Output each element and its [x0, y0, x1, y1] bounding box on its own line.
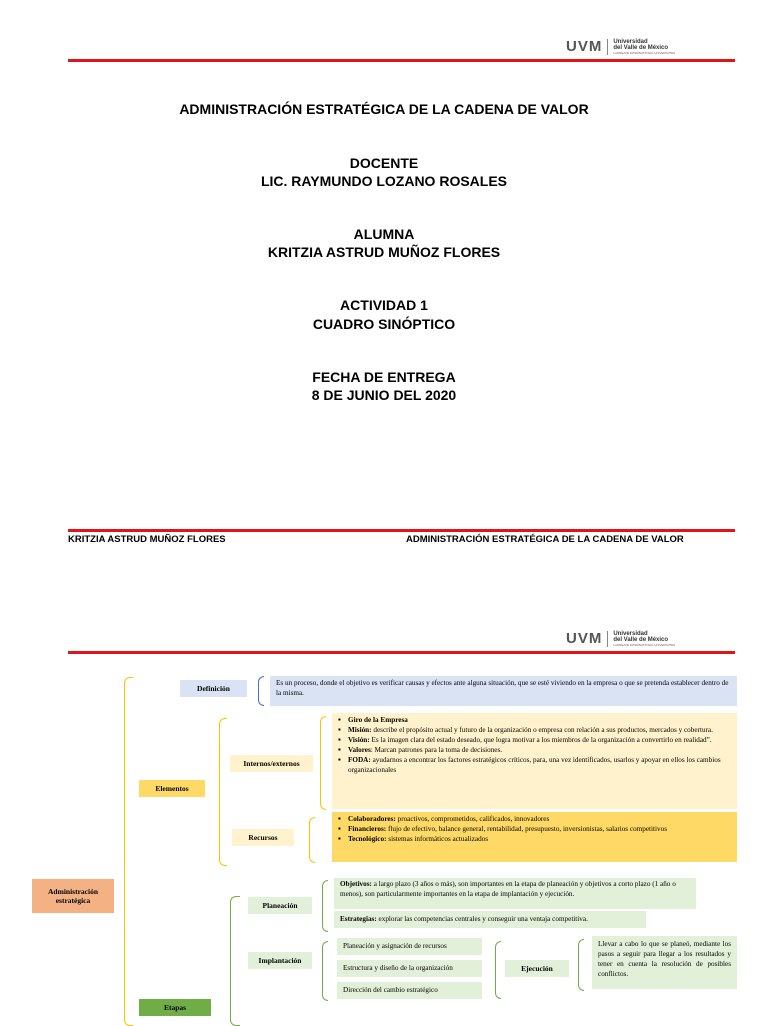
- recursos-item: [348, 834, 731, 844]
- activity-name: CUADRO SINÓPTICO: [312, 316, 456, 332]
- internos-item: [348, 735, 731, 745]
- internos-item-text: describe el propósito actual y futuro de la organización o empresa con relación a sus productos, mercados y cobertura.: [371, 726, 713, 734]
- recursos-list: [334, 814, 731, 844]
- implantacion-item-2: Estructura y diseño de la organización: [337, 960, 482, 977]
- recursos-label: Recursos: [232, 829, 294, 846]
- estrategias-text: explorar las competencias centrales y conseguir una ventaja competitiva.: [376, 915, 588, 923]
- internos-item-text: : Marcan patrones para la toma de decisiones.: [370, 746, 503, 754]
- teacher-name: LIC. RAYMUNDO LOZANO ROSALES: [260, 173, 508, 189]
- university-tagline: LAUREATE INTERNATIONAL UNIVERSITIES: [613, 642, 676, 647]
- recursos-brace: [309, 817, 315, 863]
- logo-divider: [607, 39, 608, 55]
- ejecucion-text: Llevar a cabo lo que se planeó, mediante los pasos a seguir para llegar a los resultados y tener en cuenta la resolución de posibles conflictos.: [592, 936, 737, 989]
- implantacion-item-1: Planeación y asignación de recursos: [337, 938, 482, 955]
- internos-item-term: Valores: [348, 746, 371, 754]
- recursos-item: [348, 814, 731, 824]
- header-red-rule: [68, 59, 735, 62]
- uvm-logo-wordmark: UVM: [566, 630, 603, 647]
- recursos-item-text: sistemas informáticos actualizados: [386, 835, 489, 843]
- internos-box: [332, 713, 737, 809]
- root-brace: [124, 677, 133, 1026]
- ejecucion-brace: [578, 939, 584, 991]
- footer-red-rule: [68, 529, 735, 532]
- implantacion-item-3: Dirección del cambio estratégico: [337, 982, 482, 999]
- university-line2: del Valle de México: [613, 636, 669, 643]
- recursos-item: [348, 824, 731, 834]
- internos-item: [348, 725, 731, 735]
- implantacion-brace: [322, 941, 328, 1001]
- implantacion-label: Implantación: [248, 952, 312, 969]
- internos-list: [334, 715, 731, 775]
- objetivos-text: a largo plazo (3 años o más), son importantes en la etapa de planeación y objetivos a corto plazo (1 año o menos), son particularmente importantes en la etapa de implantación y ejecución.: [340, 880, 676, 898]
- page2-red-rule: [68, 651, 735, 654]
- recursos-item-text: proactivos, comprometidos, calificados, innovadores: [395, 815, 550, 823]
- definicion-brace: [258, 676, 264, 706]
- university-line2: del Valle de México: [613, 44, 669, 51]
- ejecucion-label: Ejecución: [505, 960, 569, 977]
- internos-item-text: Es la imagen clara del estado deseado, que logra motivar a los miembros de la organización a convertirlo en realidad”.: [369, 736, 712, 744]
- course-title: ADMINISTRACIÓN ESTRATÉGICA DE LA CADENA DE VALOR: [179, 101, 589, 117]
- definicion-text: Es un proceso, donde el objetivo es verificar causas y efectos ante alguna situación, que se esté viviendo en la empresa o que se pretenda establecer dentro de la misma.: [270, 676, 737, 706]
- internos-label: Internos/externos: [230, 755, 313, 772]
- planeacion-label: Planeación: [248, 897, 312, 914]
- uvm-logo-page2: [566, 630, 675, 647]
- ejecucion-left-brace: [495, 941, 501, 999]
- etapas-brace: [230, 896, 240, 1026]
- activity-heading: ACTIVIDAD 1: [340, 297, 428, 313]
- recursos-item-term: Tecnológico:: [348, 835, 387, 843]
- university-line1: Universidad: [613, 630, 648, 637]
- etapas-label: Etapas: [139, 999, 211, 1016]
- internos-item-term: Visión:: [348, 736, 370, 744]
- internos-item-term: Giro de la Empresa: [348, 716, 408, 724]
- objetivos-box: [334, 878, 696, 909]
- elementos-brace: [219, 718, 227, 866]
- recursos-item-term: Colaboradores:: [348, 815, 396, 823]
- estrategias-term: Estrategias:: [340, 915, 377, 923]
- definicion-label: Definición: [180, 680, 247, 697]
- uvm-logo: [566, 38, 675, 55]
- teacher-heading: DOCENTE: [349, 155, 419, 171]
- university-name: [613, 39, 675, 55]
- elementos-label: Elementos: [139, 780, 205, 797]
- uvm-logo-wordmark: UVM: [566, 38, 603, 55]
- internos-item: [348, 745, 731, 755]
- internos-brace: [320, 716, 326, 810]
- root-node: Administración estratégica: [32, 879, 114, 913]
- objetivos-term: Objetivos:: [340, 880, 372, 888]
- recursos-item-term: Financieros:: [348, 825, 387, 833]
- university-line1: Universidad: [613, 38, 648, 45]
- recursos-box: [332, 812, 737, 862]
- logo-divider: [607, 631, 608, 647]
- internos-item-term: Misión:: [348, 726, 372, 734]
- student-heading: ALUMNA: [353, 226, 415, 242]
- internos-item: [348, 755, 731, 775]
- due-date: 8 DE JUNIO DEL 2020: [311, 387, 457, 403]
- estrategias-box: [334, 911, 646, 928]
- student-name: KRITZIA ASTRUD MUÑOZ FLORES: [267, 244, 501, 260]
- internos-item: [348, 715, 731, 725]
- university-tagline: LAUREATE INTERNATIONAL UNIVERSITIES: [613, 50, 676, 55]
- recursos-item-text: flujo de efectivo, balance general, rentabilidad, presupuesto, inversionistas, salarios competitivos: [386, 825, 668, 833]
- running-header-title: ADMINISTRACIÓN ESTRATÉGICA DE LA CADENA DE VALOR: [406, 534, 684, 545]
- running-header-author: KRITZIA ASTRUD MUÑOZ FLORES: [68, 534, 226, 545]
- internos-item-term: FODA:: [348, 756, 371, 764]
- planeacion-brace: [322, 880, 328, 932]
- university-name: [613, 631, 675, 647]
- internos-item-text: ayudarnos a encontrar los factores estratégicos críticos, para, una vez identificados, usarlos y apoyar en ellos los cambios organizacionales: [348, 756, 721, 774]
- due-heading: FECHA DE ENTREGA: [312, 369, 456, 385]
